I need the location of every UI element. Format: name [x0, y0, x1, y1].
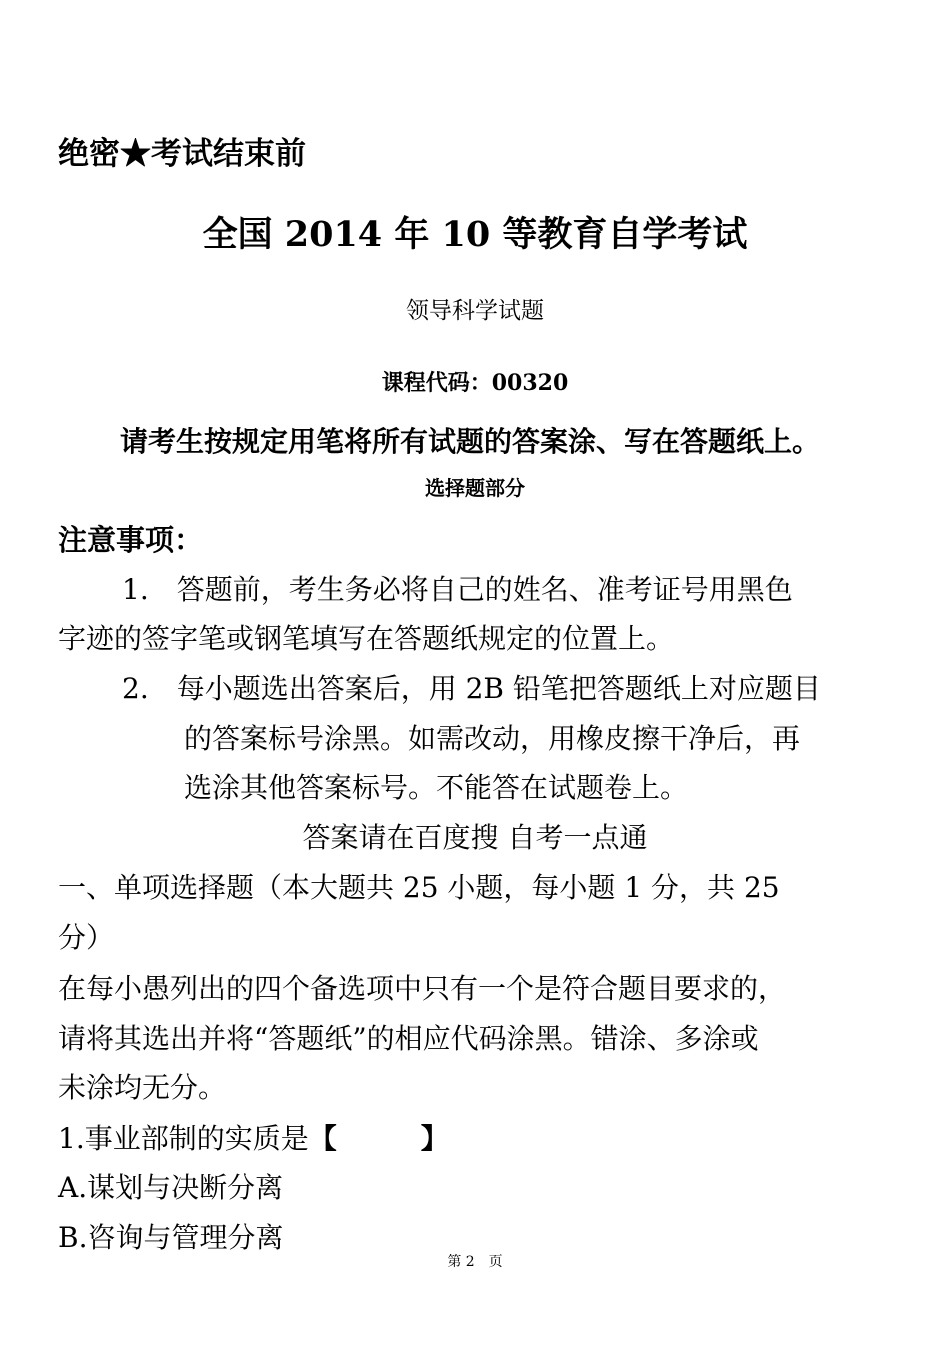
course-code: 课程代码：00320 [381, 370, 569, 396]
section-1-title-line-2: 分） [58, 921, 115, 954]
notice-item-2-line-3: 选涂其他答案标号。不能答在试题卷上。 [184, 771, 689, 804]
question-1-option-b: B.咨询与管理分离 [58, 1221, 284, 1254]
notice-item-2-line-2: 的答案标号涂黑。如需改动，用橡皮擦干净后，再 [184, 722, 801, 755]
notice-heading: 注意事项： [58, 523, 204, 557]
confidential-mark: 绝密★考试结束前 [58, 136, 306, 172]
section-1-desc-line-1: 在每小愚列出的四个备选项中只有一个是符合题目要求的， [58, 972, 787, 1005]
section-1-desc-line-3: 未涂均无分。 [58, 1071, 227, 1104]
notice-item-1-line-1: 1. 答题前，考生务必将自己的姓名、准考证号用黑色 [122, 573, 793, 606]
section-1-desc-line-2: 请将其选出并将“答题纸”的相应代码涂黑。错涂、多涂或 [58, 1022, 759, 1055]
page-number: 第 2 页 [447, 1254, 503, 1270]
section-part-label: 选择题部分 [425, 476, 525, 500]
question-1 [58, 1117, 449, 1157]
section-1-title-line-1: 一、单项选择题（本大题共 25 小题，每小题 1 分，共 25 [58, 871, 780, 904]
subject-title: 领导科学试题 [406, 298, 544, 324]
question-1-stem: 1.事业部制的实质是 [58, 1122, 309, 1155]
answer-bracket: 【 】 [308, 1122, 449, 1155]
answer-instruction: 请考生按规定用笔将所有试题的答案涂、写在答题纸上。 [120, 425, 821, 458]
exam-title: 全国 2014 年 10 等教育自学考试 [202, 214, 748, 255]
promo-line: 答案请在百度搜 自考一点通 [302, 821, 648, 854]
notice-item-1-line-2: 字迹的签字笔或钢笔填写在答题纸规定的位置上。 [58, 622, 675, 655]
question-1-option-a: A.谋划与决断分离 [58, 1171, 284, 1204]
notice-item-2-line-1: 2. 每小题选出答案后，用 2B 铅笔把答题纸上对应题目 [122, 672, 821, 705]
